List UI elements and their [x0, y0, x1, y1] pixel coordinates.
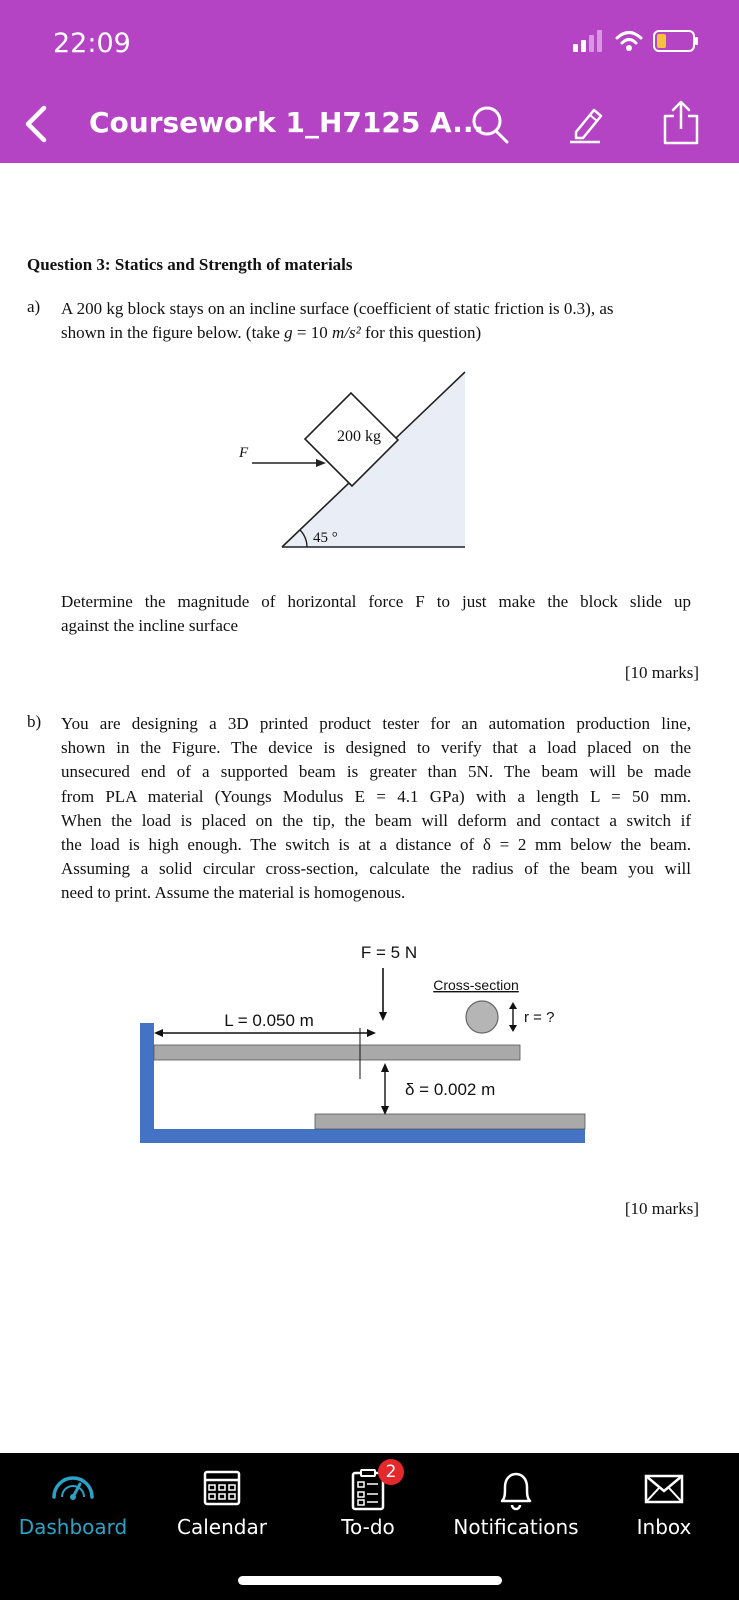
- part-b-line: Assuming a solid circular cross-section, calculate the radius of the beam you will: [61, 859, 691, 879]
- todo-count-badge: 2: [378, 1459, 404, 1485]
- tab-label: To-do: [341, 1515, 395, 1539]
- block-mass-label: 200 kg: [337, 428, 381, 445]
- g-symbol: g: [284, 323, 293, 343]
- part-a-label: a): [27, 297, 41, 316]
- tab-label: Calendar: [177, 1515, 267, 1539]
- calendar-icon: [198, 1467, 246, 1507]
- delta-label: δ = 0.002 m: [405, 1080, 496, 1099]
- home-indicator[interactable]: [238, 1576, 502, 1585]
- angle-label: 45 °: [313, 530, 338, 546]
- back-icon[interactable]: [22, 104, 50, 144]
- part-b-text: [61, 712, 691, 906]
- radius-label: r = ?: [524, 1009, 555, 1026]
- battery-icon: [653, 30, 699, 52]
- incline-figure: [230, 368, 480, 558]
- document-page: [0, 163, 739, 1453]
- switch-block: [315, 1114, 585, 1129]
- app-header: [0, 0, 739, 163]
- part-a-text: [61, 297, 691, 345]
- status-icons: [573, 30, 699, 52]
- g-unit: m/s²: [332, 323, 361, 343]
- part-b-line: need to print. Assume the material is homogenous.: [61, 883, 406, 903]
- part-a-marks: [10 marks]: [624, 663, 699, 682]
- part-b-marks: [10 marks]: [624, 1199, 699, 1218]
- annotate-pen-icon[interactable]: [568, 104, 608, 144]
- part-a-line-1: A 200 kg block stays on an incline surface (coefficient of static friction is 0.3), as: [61, 299, 614, 318]
- load-arrowhead: [379, 1012, 387, 1021]
- part-a-task: [61, 590, 691, 638]
- part-b-label: b): [27, 712, 42, 731]
- share-icon[interactable]: [661, 100, 701, 146]
- length-arrow-right: [367, 1029, 376, 1037]
- wall-support: [140, 1023, 154, 1143]
- tab-label: Dashboard: [18, 1515, 128, 1539]
- part-b-line: from PLA material (Youngs Modulus E = 4.1 GPa) with a length L = 50 mm.: [61, 786, 691, 806]
- part-b-line: You are designing a 3D printed product tester for an automation production line,: [61, 714, 691, 733]
- status-time: 22:09: [53, 28, 131, 59]
- mail-icon: [640, 1467, 688, 1507]
- tab-label: Notifications: [453, 1515, 579, 1539]
- wifi-icon: [615, 30, 643, 52]
- beam: [154, 1045, 520, 1060]
- document-title: Coursework 1_H7125 A...: [89, 106, 485, 139]
- force-arrowhead: [316, 459, 326, 467]
- part-b-line: the load is high enough. The switch is at a distance of δ = 2 mm below the beam.: [61, 835, 691, 855]
- length-label: L = 0.050 m: [224, 1011, 314, 1030]
- cross-section-circle: [466, 1001, 498, 1033]
- part-a-line-2-post: for this question): [360, 323, 482, 343]
- part-b-line: shown in the Figure. The device is designed to verify that a load placed on the: [61, 738, 691, 758]
- g-value: = 10: [292, 323, 332, 343]
- base-plate: [140, 1129, 585, 1143]
- radius-arrow-down: [509, 1025, 517, 1032]
- delta-arrow-up: [381, 1063, 389, 1072]
- search-icon[interactable]: [470, 104, 510, 144]
- force-f-label: F: [239, 445, 249, 461]
- part-b-line: When the load is placed on the tip, the beam will deform and contact a switch if: [61, 810, 691, 830]
- part-a-line-2-pre: shown in the figure below. (take: [61, 323, 285, 343]
- radius-arrow-up: [509, 1002, 517, 1009]
- question-title: Question 3: Statics and Strength of materials: [27, 255, 353, 274]
- bottom-tab-bar: [0, 1453, 739, 1600]
- signal-icon: [573, 30, 605, 52]
- beam-figure: [130, 943, 600, 1163]
- part-a-task-line-2: against the incline surface: [61, 616, 239, 636]
- bell-icon: [492, 1467, 540, 1511]
- cross-section-label: Cross-section: [433, 977, 519, 993]
- tab-label: Inbox: [636, 1515, 692, 1539]
- length-arrow-left: [154, 1029, 163, 1037]
- part-b-line: unsecured end of a supported beam is greater than 5N. The beam will be made: [61, 762, 691, 782]
- part-a-task-line-1: Determine the magnitude of horizontal force F to just make the block slide up: [61, 592, 691, 611]
- load-label: F = 5 N: [360, 943, 418, 962]
- part-a-line-2: [61, 321, 691, 345]
- gauge-icon: [49, 1467, 97, 1507]
